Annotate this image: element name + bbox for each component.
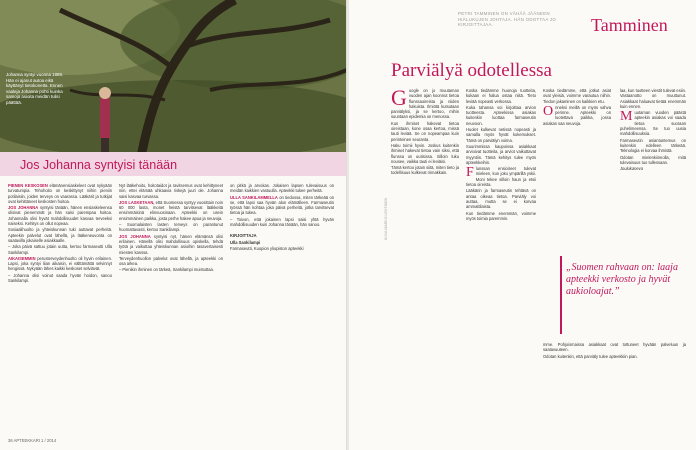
paragraph: Tämä kertoo jotain siitä, miten tieto ja todellisuus kulkevat rinnakkain.: [391, 165, 459, 176]
paragraph: Haku toimii hyvin. Joskus kuitenkin ihmiset hakevat tietoa vain siksi, että flunssa on uutisissa. Silloin luku nousee, vaikka tauti ei leviäisi.: [391, 142, 459, 164]
paragraph: Kuka tahansa voi kirjoittaa arvion tuotteesta. Apteekissa asiakas kuitenkin luottaa farmaseutin neuvoon.: [466, 104, 536, 126]
paragraph: – Toivon, että jokainen lapsi saisi yhtä hyvän mahdollisuuden kuin Johanna tänään, hän sanoo.: [230, 216, 334, 228]
paragraph: – Pienikin ihminen on tärkeä, Sankilampi muistuttaa.: [119, 267, 214, 273]
dropcap: G: [391, 85, 407, 110]
page-folio: 36 APTEEKKARI 1 / 2014: [8, 438, 57, 443]
paragraph: on pitkä ja arvokas. Jokaisen lapsen tulevaisuus on meidän kaikkien vastuulla. Apteekki tukee perheitä.: [230, 183, 334, 194]
left-column-1: [8, 183, 112, 284]
author-title: Farmaseutti, Kuopion yliopiston apteekki: [230, 245, 304, 251]
paragraph: syntyisi tänään, hänen ensiaskeleensa olisivat pienemmät ja hän saisi parempaa hoitoa. Johannalla olisi hyvät mahdollisuudet kasvaa terveeksi naiseksi. Kehitys on ollut nopeaa.: [8, 205, 112, 227]
lead-in: PIENEN KESKOSEN: [8, 183, 48, 188]
dropcap: F: [466, 165, 474, 181]
photo-caption: Johanna syntyi vuonna 1888. Hän ei ajanut autoa eikä käyttänyt tietokonetta. Ennen vaaleja Johanna pohti kuinka samoja asioita meidän tulisi päättää.: [6, 72, 64, 105]
paragraph: – Johanna olisi voinut saada hyvän hoidon, sanoo Sankilampi.: [8, 272, 112, 284]
paragraph: elämänensiaskeleet ovat nykyään turvatumpia. Tehohoito on keskittynyt niihin pieniin potilaisiin, joiden terveys on vaarassa. Lääkärit ja tutkijat ovat kehittäneet keskosten hoitoa.: [8, 183, 112, 204]
paragraph: mme. Pohjoismaissa asiakkaat ovat tottuneet hyvään palveluun ja saatavuuteen.: [543, 342, 686, 353]
pull-quote-rule: [560, 256, 562, 334]
article-kicker: PETRI TAMMINEN ON VÄHÄÄ JÄÄNEEN IKÄLUKUJEN JOHTAJA. HÄN ODOTTAA JO KIRJOITTAJAA.: [458, 11, 557, 28]
subhead: JOS JOHANNA: [8, 205, 39, 211]
article-title: Parviälyä odotellessa: [391, 60, 552, 81]
paragraph: perusterveydenhuolto oli hyvin erilainen. Lapsi, joka syntyi liian aikaisin, ei välttämättä selvinnyt hengissä. Nykyään lähes kaikki keskoset selviävät.: [8, 255, 112, 272]
paragraph: laa, kun tuotteen viestit tulevat esiin. Vastaanotto on muuttunut. Asiakkaat haluavat tietää enemmän kuin ennen.: [620, 88, 686, 109]
paragraph: Kun tiedämme enemmän, voimme myös toimia paremmin.: [466, 210, 536, 221]
right-column-3: [543, 88, 611, 127]
subhead: JOS LASKETAAN,: [119, 199, 155, 205]
paragraph: nneksi meillä on myös vahva perinne. Apteekki on luotettava paikka, jossa asiakas saa neuvoja.: [543, 104, 611, 126]
dropcap: O: [543, 103, 554, 119]
right-column-1: [391, 85, 459, 177]
right-column-2: [466, 88, 536, 222]
paragraph: uutaman vuoden päästä apteekin asiakas voi saada tietoa suoraan puhelimeensa. Se tuo uusia mahdollisuuksia.: [620, 110, 686, 137]
paragraph: – Joka päivä sattuu jotain uutta, kertoo farmaseutti Ulla Sankilampi.: [8, 244, 112, 255]
subhead: JOS JOHANNA: [119, 233, 151, 239]
paragraph: Sosiaalihuolto ja yhteiskunnan tuki auttavat perheitä. Apteekin palvelut ovat lähellä, ja lääkeneuvonta on saatavilla jokaiselle asiakkaalle.: [8, 227, 112, 243]
paragraph: Suurimmissa kaupoissa asiakkaat arvioivat tuotteita, ja arviot vaikuttavat myyntiin. Tämä kehitys tulee myös apteekkeihin.: [466, 143, 536, 165]
right-bottom-text: [543, 342, 686, 360]
paragraph: Odotan mielenkiinnolla, mitä tulevaisuus tuo tullessaan.: [620, 154, 686, 165]
dropcap: M: [620, 109, 633, 125]
paragraph: syntyisi nyt, hänen elämänsä olisi erilainen. Hänellä olisi mahdollisuus opiskella, tehdä työtä ja vaikuttaa yhteiskunnan asioihin tasavertaisesti miesten kanssa.: [119, 233, 224, 255]
paragraph: lunssan ensioireet tulevat mieleen, kun joku ympärillä yskii. Moni tekee silloin haun ja etsii tietoa oireista.: [466, 166, 536, 188]
paragraph: Odotan kuitenkin, että parviäly tulee apteekkiin pian.: [543, 353, 638, 359]
paragraph: Lääkärin ja farmaseutin tehtävä on antaa oikeaa tietoa. Parviäly voi auttaa, mutta se ei korvaa ammattilaista.: [466, 188, 536, 210]
paragraph: Kun ihmiset hakevat tietoa oireistaan, kone osaa kertoa, missä tauti leviää. Se on nopeampaa kuin perinteinen seuranta.: [391, 120, 459, 142]
pull-quote: „Suomen rahvaan on: laaja apteekki verkosto ja hyvät aukioloajat.”: [566, 262, 678, 297]
paragraph: oogle on jo muutaman vuoden ajan koonnut tietoa flunssaoireista ja niiden hakuista. Ilmiötä kutsutaan parviälyksi, ja se kertoo, mihin suuntaan epidemia on menossa.: [391, 88, 459, 120]
left-page: [0, 0, 347, 450]
signature: Joulukaneva: [620, 166, 643, 172]
left-column-3: [230, 183, 334, 252]
right-column-4: [620, 88, 686, 172]
subhead: AIKAISEMMIN: [8, 255, 36, 261]
paragraph: on tiedossa, miten tärkeää on se, että lapsi saa hyvän alun elämälleen. Farmaseutin työssä hän kohtaa joka päivä perheitä, jotka tarvitsevat tietoa ja tukea.: [230, 194, 334, 216]
author-label: KIRJOITTAJA: [230, 233, 257, 239]
paragraph: että Suomessa syntyy vuosittain noin 60 000 lasta, monet heistä tarvitsevat lääkkeitä ensimmäisinä elinvuosinaan. Apteekki on usein ensimmäinen paikka, josta perhe hakee apua ja neuvoja.: [119, 199, 223, 221]
author-name: Ulla Sankilampi: [230, 239, 261, 245]
article-headline: Jos Johanna syntyisi tänään: [20, 158, 178, 172]
left-column-2: [119, 183, 223, 274]
paragraph: Koska tiedämme, että jotkut asiat ovat yleisiä, voimme varautua niihin. Tiedon jakaminen on kaikkien etu.: [543, 88, 611, 104]
subhead: ULLA SANKILAMMELLA: [230, 194, 278, 200]
column-name: Tamminen: [591, 15, 668, 35]
paragraph: Farmaseutin asiantuntemus on kuitenkin edelleen tärkeää. Teknologia ei korvaa ihmistä.: [620, 137, 686, 154]
paragraph: Huolet kulkevat netissä nopeasti ja samalla myös hyvät kokemukset. Tämä on parviälyn voima.: [466, 127, 536, 143]
paragraph: Koska tiedämme huonoja tuotteita, kukaan ei halua ostaa niitä. Tieto leviää nopeasti verkossa.: [466, 88, 536, 104]
photo-credit: KUVA MARKO LEHTINEN: [384, 197, 388, 240]
paragraph: – Suomalaisten lasten terveys on parantunut huomattavasti, kertoo Sankilampi.: [119, 222, 223, 233]
paragraph: Terveydenhuollon palvelut ovat lähellä, ja apteekki on osa arkea.: [119, 255, 223, 267]
paragraph: Nyt lääkehoito, hoitotaidot ja ravitsemus ovat kehittyneet niin, ettei elämää uhkaavia riskejä juuri ole. Johanna saisi kasvaa turvassa.: [119, 183, 223, 199]
